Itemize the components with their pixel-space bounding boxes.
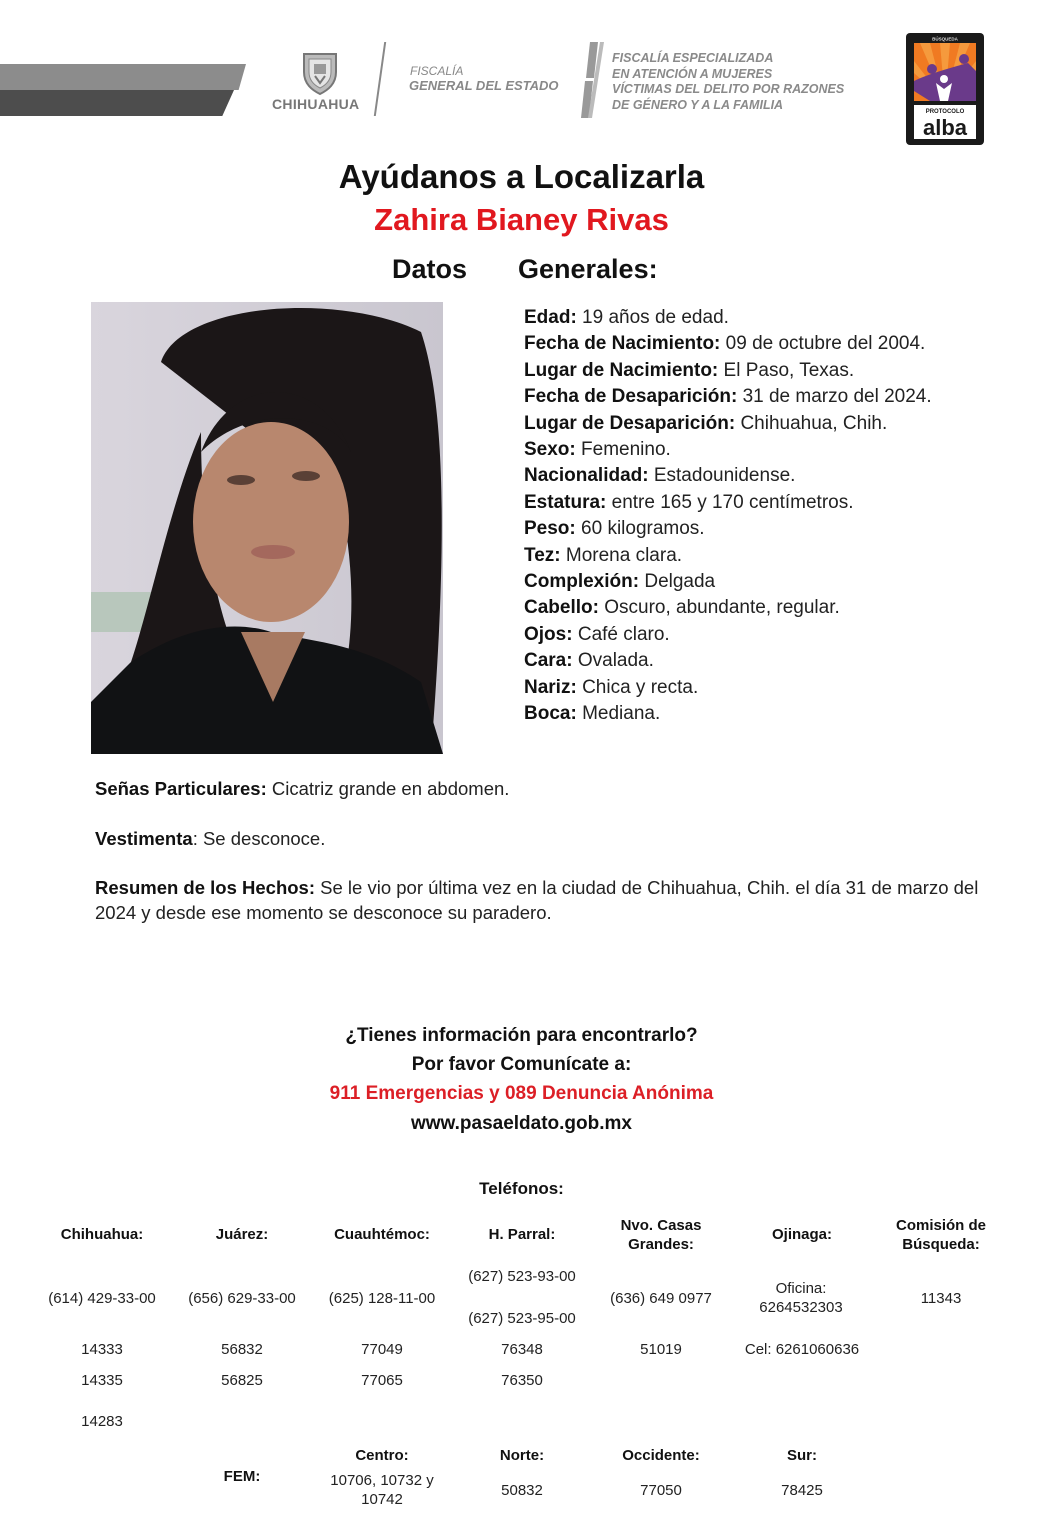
fe-line: VÍCTIMAS DEL DELITO POR RAZONES [612, 82, 845, 96]
fiscalia-especializada-mark-icon [580, 42, 606, 118]
alba-top: BÚSQUEDA [932, 36, 958, 42]
detail-nariz [524, 675, 944, 701]
detail-label: Nacionalidad: [524, 465, 649, 487]
vestimenta-value: : Se desconoce. [192, 828, 326, 849]
general-details [524, 305, 944, 728]
ext-parral-1: 76348 [501, 1341, 543, 1358]
detail-label: Tez: [524, 544, 561, 566]
fem-header-centro: Centro: [355, 1447, 409, 1464]
detail-complexion [524, 569, 944, 595]
detail-value: Mediana. [576, 703, 661, 725]
fiscalia-line1: FISCALÍA [410, 64, 464, 78]
detail-value: Chihuahua, Chih. [735, 412, 888, 434]
phone-juarez[interactable]: (656) 629-33-00 [188, 1290, 296, 1307]
fe-line: DE GÉNERO Y A LA FAMILIA [612, 97, 784, 112]
ext-chihuahua-3: 14283 [81, 1413, 123, 1430]
phone-parral-2[interactable]: (627) 523-95-00 [468, 1310, 576, 1327]
chihuahua-crest-icon [300, 50, 340, 96]
ext-cuauhtemoc-1: 77049 [361, 1341, 403, 1358]
header-juarez: Juárez: [215, 1226, 269, 1243]
phone-parral-1[interactable]: (627) 523-93-00 [468, 1268, 576, 1285]
detail-estatura [524, 490, 944, 516]
header-cuauhtemoc: Cuauhtémoc: [334, 1226, 430, 1243]
header-comision: Comisión de Búsqueda: [895, 1217, 986, 1253]
ext-parral-2: 76350 [501, 1372, 543, 1389]
contact-please: Por favor Comunícate a: [411, 1054, 632, 1075]
detail-sexo [524, 437, 944, 463]
detail-label: Boca: [524, 703, 577, 725]
detail-label: Cabello: [524, 597, 599, 619]
header-casas-grandes: Nvo. Casas Grandes: [620, 1217, 702, 1253]
detail-lugar-nacimiento [524, 358, 944, 384]
detail-value: 19 años de edad. [576, 307, 729, 328]
section-title-generales: Generales: [518, 254, 658, 284]
fe-line: FISCALÍA ESPECIALIZADA [612, 51, 774, 65]
detail-value: Morena clara. [560, 544, 683, 566]
fiscalia-especializada-text [612, 51, 844, 113]
ext-casas-grandes-1: 51019 [640, 1341, 682, 1358]
detail-fecha-desaparicion [524, 384, 944, 410]
resumen-value: Se le vio por última vez en la ciudad de Chihuahua, Chih. el día 31 de marzo del 2024 y desde ese momento se desconoce su paradero. [95, 877, 979, 923]
detail-cabello [524, 595, 944, 621]
detail-value: Delgada [639, 571, 716, 593]
detail-label: Estatura: [524, 491, 607, 513]
detail-label: Complexión: [524, 571, 640, 593]
alba-brand: alba [922, 115, 968, 140]
fem-header-norte: Norte: [499, 1447, 545, 1464]
detail-value: Chica y recta. [576, 676, 699, 698]
detail-fecha-nacimiento [524, 331, 944, 357]
detail-ojos [524, 622, 944, 648]
poster-title: Ayúdanos a Localizarla [338, 158, 705, 195]
detail-label: Cara: [524, 650, 573, 672]
contact-question: ¿Tienes información para encontrarlo? [345, 1025, 698, 1046]
detail-label: Nariz: [524, 676, 577, 698]
ext-cuauhtemoc-2: 77065 [361, 1372, 403, 1389]
protocolo-alba-logo-icon [906, 33, 984, 145]
detail-label: Fecha de Nacimiento: [524, 333, 721, 355]
detail-boca [524, 701, 944, 727]
detail-value: Femenino. [575, 439, 671, 461]
alba-protocolo: PROTOCOLO [925, 109, 965, 115]
fem-occidente: 77050 [640, 1482, 682, 1499]
ext-chihuahua-2: 14335 [81, 1372, 123, 1389]
detail-tez [524, 543, 944, 569]
detail-value: 09 de octubre del 2004. [720, 333, 926, 355]
phone-casas-grandes[interactable]: (636) 649 0977 [610, 1290, 712, 1307]
detail-label: Ojos: [524, 623, 573, 645]
detail-label: Lugar de Desaparición: [524, 412, 736, 434]
detail-value: entre 165 y 170 centímetros. [606, 491, 854, 513]
header-divider [374, 42, 386, 116]
fem-header-occidente: Occidente: [622, 1447, 700, 1464]
detail-value: El Paso, Texas. [718, 359, 855, 381]
phone-chihuahua[interactable]: (614) 429-33-00 [48, 1290, 156, 1307]
fem-label: FEM: [223, 1468, 261, 1485]
senas-label: Señas Particulares: [95, 778, 267, 799]
fem-centro: 10706, 10732 y 10742 [330, 1472, 434, 1508]
fiscalia-line2: GENERAL DEL ESTADO [409, 78, 559, 93]
detail-cara [524, 648, 944, 674]
ext-chihuahua-1: 14333 [81, 1341, 123, 1358]
header-chihuahua: Chihuahua: [60, 1226, 144, 1243]
detail-label: Fecha de Desaparición: [524, 386, 738, 408]
detail-edad [524, 305, 944, 331]
contact-emergency: 911 Emergencias y 089 Denuncia Anónima [329, 1083, 714, 1104]
header-stripe-dark [0, 90, 234, 116]
detail-value: 60 kilogramos. [575, 518, 705, 540]
detail-value: Oscuro, abundante, regular. [598, 597, 840, 619]
detail-value: Café claro. [572, 623, 670, 645]
resumen-hechos [95, 875, 995, 925]
detail-lugar-desaparicion [524, 411, 944, 437]
header-parral: H. Parral: [488, 1226, 556, 1243]
person-name: Zahira Bianey Rivas [374, 202, 669, 237]
fem-norte: 50832 [501, 1482, 543, 1499]
phone-cuauhtemoc[interactable]: (625) 128-11-00 [328, 1290, 436, 1307]
section-title-datos: Datos [392, 254, 468, 284]
ojinaga-cel[interactable]: Cel: 6261060636 [744, 1341, 860, 1358]
detail-peso [524, 516, 944, 542]
header-ojinaga: Ojinaga: [771, 1226, 832, 1243]
phone-ojinaga[interactable]: Oficina: 6264532303 [759, 1280, 843, 1316]
contact-website-link[interactable]: www.pasaeldato.gob.mx [410, 1113, 632, 1134]
missing-person-photo [91, 302, 443, 754]
detail-label: Peso: [524, 518, 576, 540]
resumen-label: Resumen de los Hechos: [95, 877, 316, 898]
phones-title: Teléfonos: [479, 1179, 564, 1198]
ext-juarez-1: 56832 [221, 1341, 263, 1358]
detail-value: Estadounidense. [648, 465, 796, 487]
detail-label: Lugar de Nacimiento: [524, 359, 719, 381]
detail-label: Edad: [524, 307, 577, 328]
state-name: CHIHUAHUA [272, 96, 360, 112]
senas-particulares [95, 776, 995, 801]
detail-label: Sexo: [524, 439, 576, 461]
fe-line: EN ATENCIÓN A MUJERES [612, 66, 773, 81]
vestimenta-label: Vestimenta [95, 828, 193, 849]
fem-sur: 78425 [781, 1482, 823, 1499]
detail-value: 31 de marzo del 2024. [737, 386, 932, 408]
detail-value: Ovalada. [572, 650, 654, 672]
vestimenta [95, 826, 995, 851]
phone-comision[interactable]: 11343 [920, 1290, 962, 1307]
header-stripe-light [0, 64, 246, 90]
ext-juarez-2: 56825 [221, 1372, 263, 1389]
fem-header-sur: Sur: [787, 1447, 817, 1464]
senas-value: Cicatriz grande en abdomen. [266, 778, 510, 799]
detail-nacionalidad [524, 463, 944, 489]
